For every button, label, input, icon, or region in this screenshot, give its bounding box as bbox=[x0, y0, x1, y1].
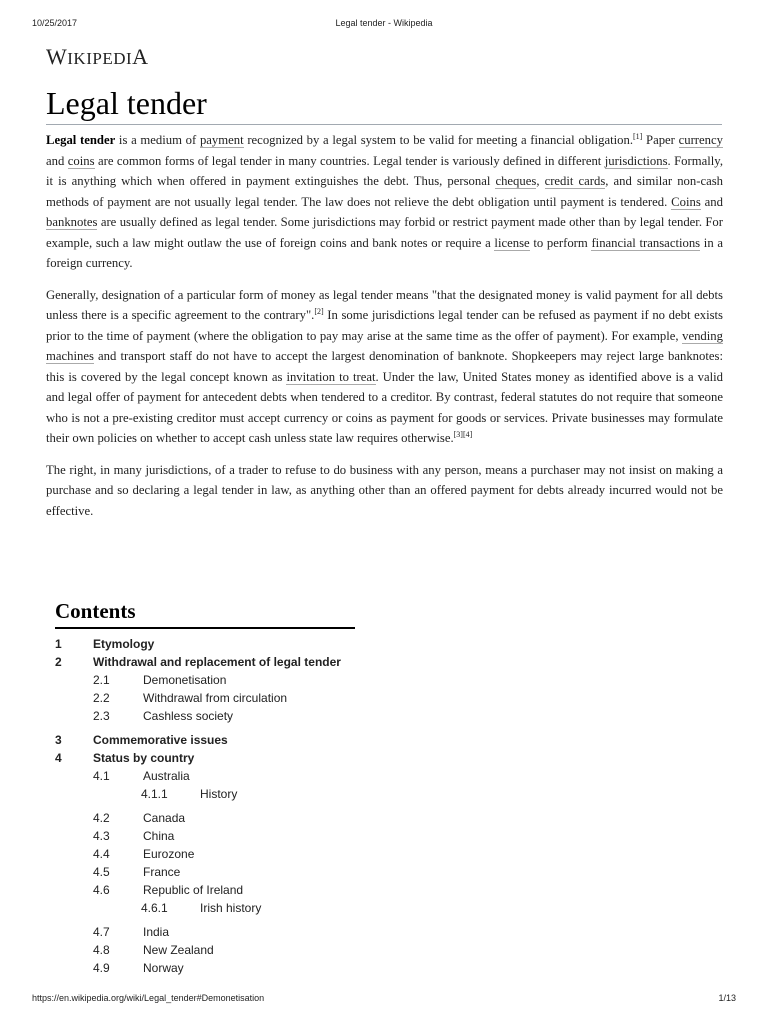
print-url: https://en.wikipedia.org/wiki/Legal_tender#Demonetisation bbox=[32, 993, 265, 1003]
article-link[interactable]: cheques bbox=[495, 174, 537, 188]
toc-item[interactable] bbox=[55, 845, 355, 863]
article-link[interactable]: vending machines bbox=[46, 328, 723, 363]
toc-item[interactable] bbox=[55, 899, 355, 917]
text-run: . Under the law, United States money as identified above is a valid and legal offer of payment for antecedent debts when tendered to a creditor. By contrast, federal statutes do not require that someone who is not a pre-existing creditor must accept currency or coins as payment for goods or services. Private businesses may formulate their own policies on whether to accept cash unless state law requires otherwise. bbox=[46, 369, 723, 445]
toc-label: History bbox=[200, 787, 238, 801]
bold-term: Legal tender bbox=[46, 133, 116, 147]
toc-label: Australia bbox=[143, 769, 190, 783]
article-link[interactable]: payment bbox=[199, 133, 244, 147]
print-footer bbox=[32, 993, 736, 1005]
toc-label: Eurozone bbox=[143, 847, 195, 861]
citation-link[interactable]: [2] bbox=[314, 306, 324, 316]
toc-item[interactable] bbox=[55, 881, 355, 899]
paragraph bbox=[46, 130, 723, 274]
citation-link[interactable]: [3][4] bbox=[453, 429, 473, 439]
text-run: are usually defined as legal tender. Some jurisdictions may forbid or restrict payment made other than by legal tender. For example, such a law might outlaw the use of foreign coins and bank notes or require a bbox=[46, 215, 723, 250]
toc-number: 4.8 bbox=[93, 943, 110, 957]
wikipedia-logo[interactable] bbox=[46, 44, 149, 72]
toc-label: France bbox=[143, 865, 181, 879]
toc-number: 4.2 bbox=[93, 811, 110, 825]
toc-label: Withdrawal and replacement of legal tender bbox=[93, 655, 341, 669]
article-link[interactable]: invitation to treat bbox=[286, 369, 376, 384]
toc-number: 4.6.1 bbox=[141, 901, 168, 915]
article-link[interactable]: jurisdictions bbox=[604, 153, 668, 168]
text-run: , bbox=[536, 174, 545, 188]
text-run: is a medium of bbox=[115, 133, 200, 147]
toc-label: Withdrawal from circulation bbox=[143, 691, 288, 705]
article-link[interactable]: credit cards bbox=[544, 174, 606, 188]
toc-label: China bbox=[143, 829, 175, 843]
toc-item[interactable] bbox=[55, 635, 355, 653]
text-run: in a foreign currency. bbox=[46, 235, 723, 270]
toc-item[interactable] bbox=[55, 941, 355, 959]
logo-first-letter: W bbox=[46, 44, 68, 69]
toc-number: 4.5 bbox=[93, 865, 110, 879]
page-title: Legal tender bbox=[46, 85, 207, 121]
text-run: and bbox=[46, 153, 68, 168]
toc-item[interactable] bbox=[55, 959, 355, 977]
toc-number: 4.4 bbox=[93, 847, 110, 861]
toc-number: 4.1 bbox=[93, 769, 110, 783]
text-run: In some jurisdictions legal tender can be refused as payment if no debt exists prior to the time of payment (where the obligation to pay may arise at the same time as the offer of payment). For example, bbox=[46, 308, 723, 343]
toc-label: Republic of Ireland bbox=[143, 883, 244, 897]
toc-title: Contents bbox=[55, 598, 355, 629]
toc-number: 4.6 bbox=[93, 883, 110, 897]
print-page-number: 1/13 bbox=[718, 993, 736, 1003]
logo-last-letter: A bbox=[132, 44, 149, 69]
article-body bbox=[46, 130, 723, 532]
text-run: Generally, designation of a particular form of money as legal tender means "that the designated money is valid payment for all debts unless there is a specific agreement to the contrary". bbox=[46, 287, 723, 322]
text-run: Paper bbox=[642, 133, 679, 147]
toc-label: Irish history bbox=[200, 901, 262, 915]
text-run: recognized by a legal system to be valid for meeting a financial obligation. bbox=[243, 133, 633, 147]
toc-number: 1 bbox=[55, 637, 62, 651]
toc-label: India bbox=[143, 925, 170, 939]
article-link[interactable]: currency bbox=[678, 133, 723, 147]
toc-item[interactable] bbox=[55, 923, 355, 941]
text-run: to perform bbox=[529, 235, 592, 250]
table-of-contents bbox=[55, 598, 355, 977]
toc-item[interactable] bbox=[55, 653, 355, 671]
toc-item[interactable] bbox=[55, 671, 355, 689]
toc-number: 4.3 bbox=[93, 829, 110, 843]
toc-label: Commemorative issues bbox=[93, 733, 228, 747]
toc-label: Etymology bbox=[93, 637, 155, 651]
article-link[interactable]: Coins bbox=[671, 194, 701, 209]
toc-label: Canada bbox=[143, 811, 186, 825]
toc-number: 4.7 bbox=[93, 925, 110, 939]
citation-link[interactable]: [1] bbox=[633, 131, 643, 141]
print-date: 10/25/2017 bbox=[32, 18, 78, 28]
paragraph bbox=[46, 285, 723, 449]
text-run: and transport staff do not have to accept the largest denomination of banknote. Shopkeepers may reject large banknotes: this is covered by the legal concept known as bbox=[46, 349, 723, 384]
article-link[interactable]: financial transactions bbox=[591, 235, 701, 250]
toc-number: 2.3 bbox=[93, 709, 110, 723]
toc-number: 2.2 bbox=[93, 691, 110, 705]
toc-label: New Zealand bbox=[143, 943, 214, 957]
logo-middle-letters: IKIPEDI bbox=[67, 49, 133, 68]
toc-item[interactable] bbox=[55, 707, 355, 725]
text-run: are common forms of legal tender in many countries. Legal tender is variously defined in different bbox=[94, 153, 605, 168]
toc-label: Cashless society bbox=[143, 709, 234, 723]
print-document-title: Legal tender - Wikipedia bbox=[335, 18, 433, 28]
toc-number: 3 bbox=[55, 733, 62, 747]
toc-item[interactable] bbox=[55, 785, 355, 803]
title-divider bbox=[46, 124, 722, 125]
toc-number: 2.1 bbox=[93, 673, 110, 687]
toc-list bbox=[55, 635, 355, 977]
toc-number: 4.1.1 bbox=[141, 787, 168, 801]
text-run: The right, in many jurisdictions, of a trader to refuse to do business with any person, means a purchaser may not insist on making a purchase and so declaring a legal tender in law, as anything other than an offered payment for debts already incurred would not be effective. bbox=[46, 462, 723, 518]
toc-item[interactable] bbox=[55, 767, 355, 785]
toc-item[interactable] bbox=[55, 809, 355, 827]
toc-number: 4.9 bbox=[93, 961, 110, 975]
text-run: . Formally, it is anything which when offered in payment extinguishes the debt. Thus, personal bbox=[46, 153, 723, 188]
toc-item[interactable] bbox=[55, 749, 355, 767]
toc-item[interactable] bbox=[55, 731, 355, 749]
text-run: , and similar non-cash methods of payment are not usually legal tender. The law does not relieve the debt obligation until payment is tendered. bbox=[46, 174, 724, 209]
print-header bbox=[32, 18, 736, 30]
paragraph bbox=[46, 460, 723, 522]
toc-label: Norway bbox=[143, 961, 184, 975]
toc-number: 2 bbox=[55, 655, 62, 669]
text-run: and bbox=[700, 194, 723, 209]
toc-number: 4 bbox=[55, 751, 62, 765]
toc-item[interactable] bbox=[55, 827, 355, 845]
article-link[interactable]: license bbox=[494, 235, 530, 250]
toc-item[interactable] bbox=[55, 689, 355, 707]
toc-label: Demonetisation bbox=[143, 673, 227, 687]
toc-item[interactable] bbox=[55, 863, 355, 881]
article-link[interactable]: coins bbox=[67, 153, 95, 168]
toc-label: Status by country bbox=[93, 751, 195, 765]
article-link[interactable]: banknotes bbox=[46, 215, 98, 229]
